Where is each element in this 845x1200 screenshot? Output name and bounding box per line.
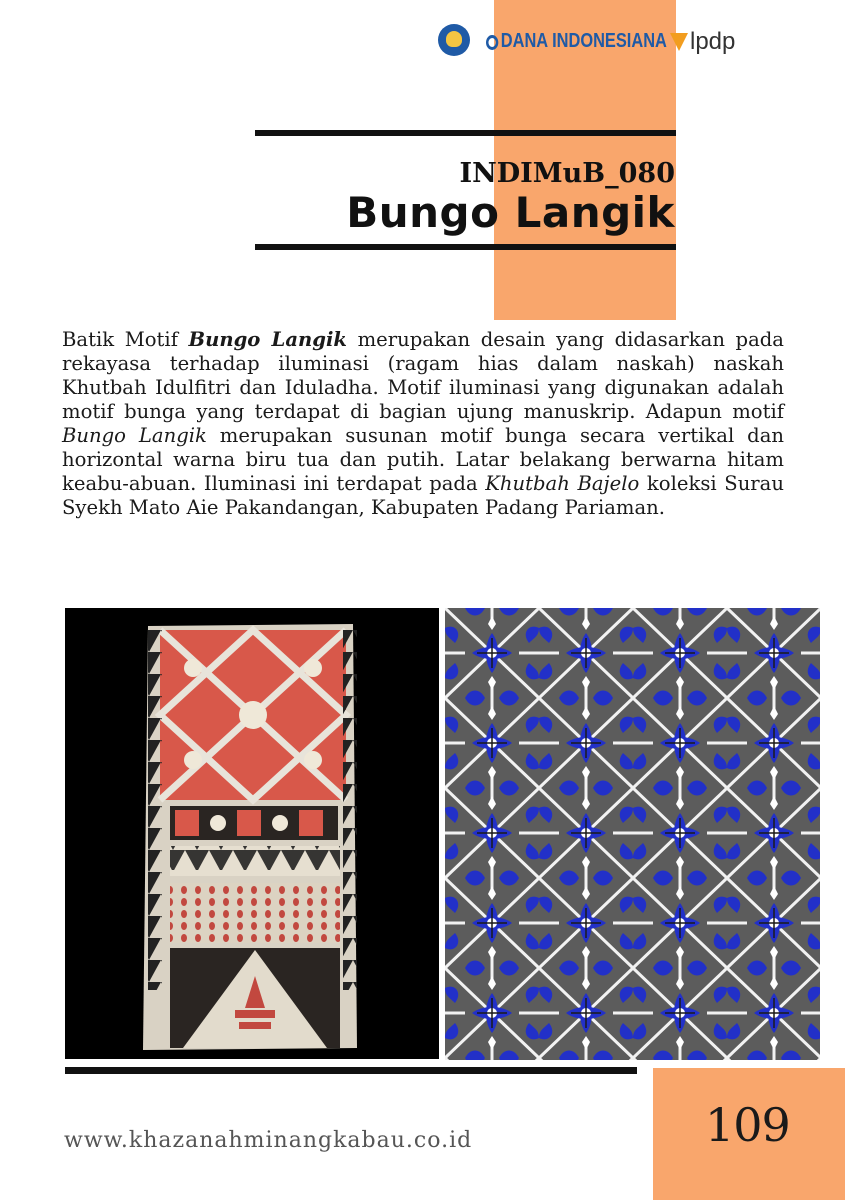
dana-indonesiana-label: DANA INDONESIANA [500,30,667,52]
lpdp-flame-icon [670,33,688,51]
lpdp-label: lpdp [690,28,736,55]
description-text: merupakan desain yang didasarkan pada rekayasa terhadap iluminasi (ragam hias dalam naskah) naskah Khutbah Idulfitri dan Iduladha. Motif iluminasi yang digunakan adalah motif bunga yang terdapat di bagian ujung manuskrip. Adapun motif [62,328,784,423]
tut-wuri-handayani-icon [438,24,470,56]
title-rule-bottom [255,244,676,250]
motif-code: INDIMuB_080 [459,158,675,189]
description-text: Batik Motif [62,328,189,351]
footer-rule [65,1067,637,1074]
title-rule-top [255,130,676,136]
lpdp-logo [670,28,735,56]
footer-website: www.khazanahminangkabau.co.id [64,1128,473,1153]
manuscript-illumination-photo [65,608,439,1059]
dana-indonesiana-icon [486,35,498,50]
bungo-langik-batik-pattern [445,608,820,1060]
page-title: Bungo Langik [346,188,675,237]
manuscript-name-italic: Khutbah Bajelo [485,472,640,495]
batik-pattern-image [445,608,820,1060]
dana-indonesiana-logo [486,30,667,53]
description-paragraph [62,328,784,520]
description-text: merupakan susunan motif bunga secara vertikal dan horizontal warna biru tua dan putih. Latar belakang berwarna hitam keabu-abuan. Iluminasi ini terdapat pada [62,424,784,495]
manuscript-illustration [65,608,439,1059]
description-text: koleksi Surau Syekh Mato Aie Pakandangan, Kabupaten Padang Pariaman. [62,472,784,519]
motif-name-italic: Bungo Langik [62,424,207,447]
sponsor-logos [438,22,798,62]
page-number: 109 [705,1098,790,1152]
motif-name-emphasis: Bungo Langik [188,328,347,351]
